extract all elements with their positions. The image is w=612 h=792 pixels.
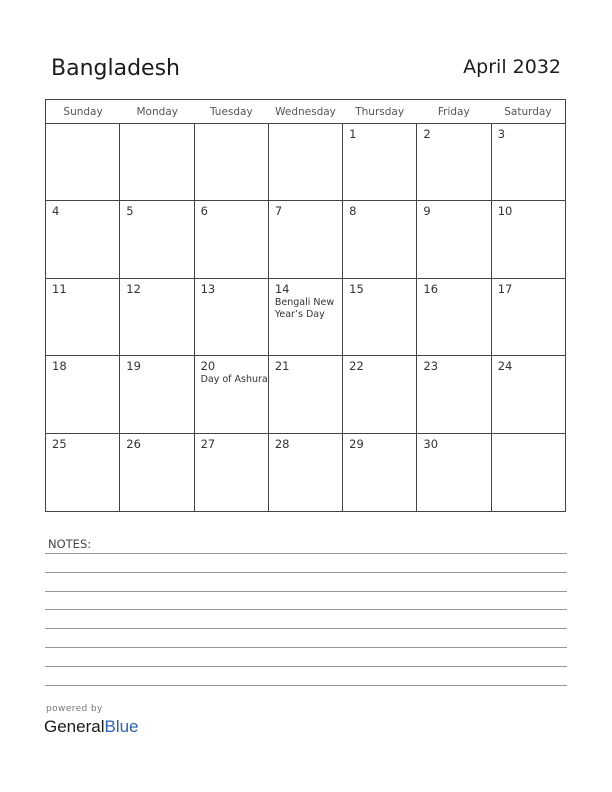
day-cell <box>343 434 417 511</box>
day-cell <box>492 201 565 277</box>
day-cell <box>120 201 194 277</box>
day-cell <box>343 279 417 355</box>
day-cell <box>417 201 491 277</box>
note-line <box>45 685 567 686</box>
day-cell <box>492 356 565 432</box>
day-number: 20 <box>200 359 216 374</box>
day-number: 6 <box>200 204 208 219</box>
day-cell <box>417 124 491 200</box>
day-number: 17 <box>497 281 513 296</box>
day-number: 14 <box>274 281 290 296</box>
day-number: 11 <box>52 281 67 296</box>
day-cell <box>195 124 269 200</box>
day-cell <box>120 434 194 511</box>
day-number: 19 <box>126 359 141 374</box>
weekday-header-row <box>46 100 565 124</box>
day-number: 2 <box>423 127 431 141</box>
day-number: 23 <box>423 359 439 374</box>
day-cell <box>343 356 417 432</box>
day-cell <box>492 434 565 511</box>
day-number: 12 <box>126 281 141 296</box>
day-number: 25 <box>52 436 67 451</box>
calendar-grid <box>45 99 566 512</box>
day-cell <box>46 124 120 200</box>
weekday-wednesday: Wednesday <box>275 106 336 118</box>
note-line <box>45 647 567 648</box>
day-number: 21 <box>274 359 290 374</box>
day-cell <box>120 356 194 432</box>
day-number: 7 <box>274 204 283 219</box>
day-cell <box>417 356 491 432</box>
weekday-monday: Monday <box>136 106 178 118</box>
country-title: Bangladesh <box>51 56 180 81</box>
month-title: April 2032 <box>463 56 561 78</box>
week-row <box>46 356 565 433</box>
day-number: 28 <box>274 436 290 451</box>
day-cell <box>46 434 120 511</box>
calendar-days <box>46 124 565 511</box>
brand-blue: Blue <box>104 717 139 736</box>
day-number: 24 <box>497 359 513 374</box>
day-cell <box>195 434 269 511</box>
note-line <box>45 553 567 554</box>
day-number: 10 <box>497 204 513 219</box>
day-cell <box>492 279 565 355</box>
note-line <box>45 666 567 667</box>
day-cell <box>195 201 269 277</box>
holiday-label: Day of Ashura <box>200 374 268 386</box>
day-cell <box>343 201 417 277</box>
day-number: 16 <box>423 281 439 296</box>
day-number: 3 <box>497 127 506 141</box>
note-line <box>45 609 567 610</box>
day-cell <box>417 434 491 511</box>
day-cell <box>417 279 491 355</box>
day-number: 1 <box>349 127 357 141</box>
day-number: 13 <box>200 281 216 296</box>
day-cell <box>492 124 565 200</box>
weekday-thursday: Thursday <box>355 106 405 118</box>
day-number: 22 <box>349 359 364 374</box>
day-number: 15 <box>349 281 364 296</box>
weekday-tuesday: Tuesday <box>209 106 253 118</box>
day-number: 4 <box>52 204 60 219</box>
day-cell <box>269 434 343 511</box>
note-line <box>45 591 567 592</box>
week-row <box>46 201 565 278</box>
weekday-friday: Friday <box>437 106 470 118</box>
day-cell <box>195 279 269 355</box>
day-cell <box>269 124 343 200</box>
note-line <box>45 628 567 629</box>
day-number: 9 <box>423 204 431 219</box>
day-cell <box>46 356 120 432</box>
day-number: 5 <box>126 204 134 219</box>
day-number: 8 <box>349 204 357 219</box>
note-line <box>45 572 567 573</box>
week-row <box>46 124 565 201</box>
day-number: 26 <box>126 436 141 451</box>
day-number: 18 <box>52 359 67 374</box>
holiday-label: Bengali New Year’s Day <box>274 296 335 320</box>
day-cell <box>343 124 417 200</box>
day-cell <box>269 201 343 277</box>
notes-label: NOTES: <box>48 537 92 551</box>
day-number: 30 <box>423 436 439 451</box>
weekday-sunday: Sunday <box>63 106 103 118</box>
day-number: 29 <box>349 436 364 451</box>
brand-general: General <box>44 717 105 736</box>
day-cell <box>120 279 194 355</box>
week-row <box>46 434 565 511</box>
day-cell <box>46 279 120 355</box>
day-cell <box>195 356 269 432</box>
brand-logo <box>44 717 139 737</box>
week-row <box>46 279 565 356</box>
day-cell <box>269 356 343 432</box>
day-number: 27 <box>200 436 216 451</box>
weekday-saturday: Saturday <box>504 106 552 118</box>
powered-by-text: powered by <box>46 704 103 714</box>
day-cell <box>46 201 120 277</box>
day-cell <box>120 124 194 200</box>
day-cell <box>269 279 343 355</box>
